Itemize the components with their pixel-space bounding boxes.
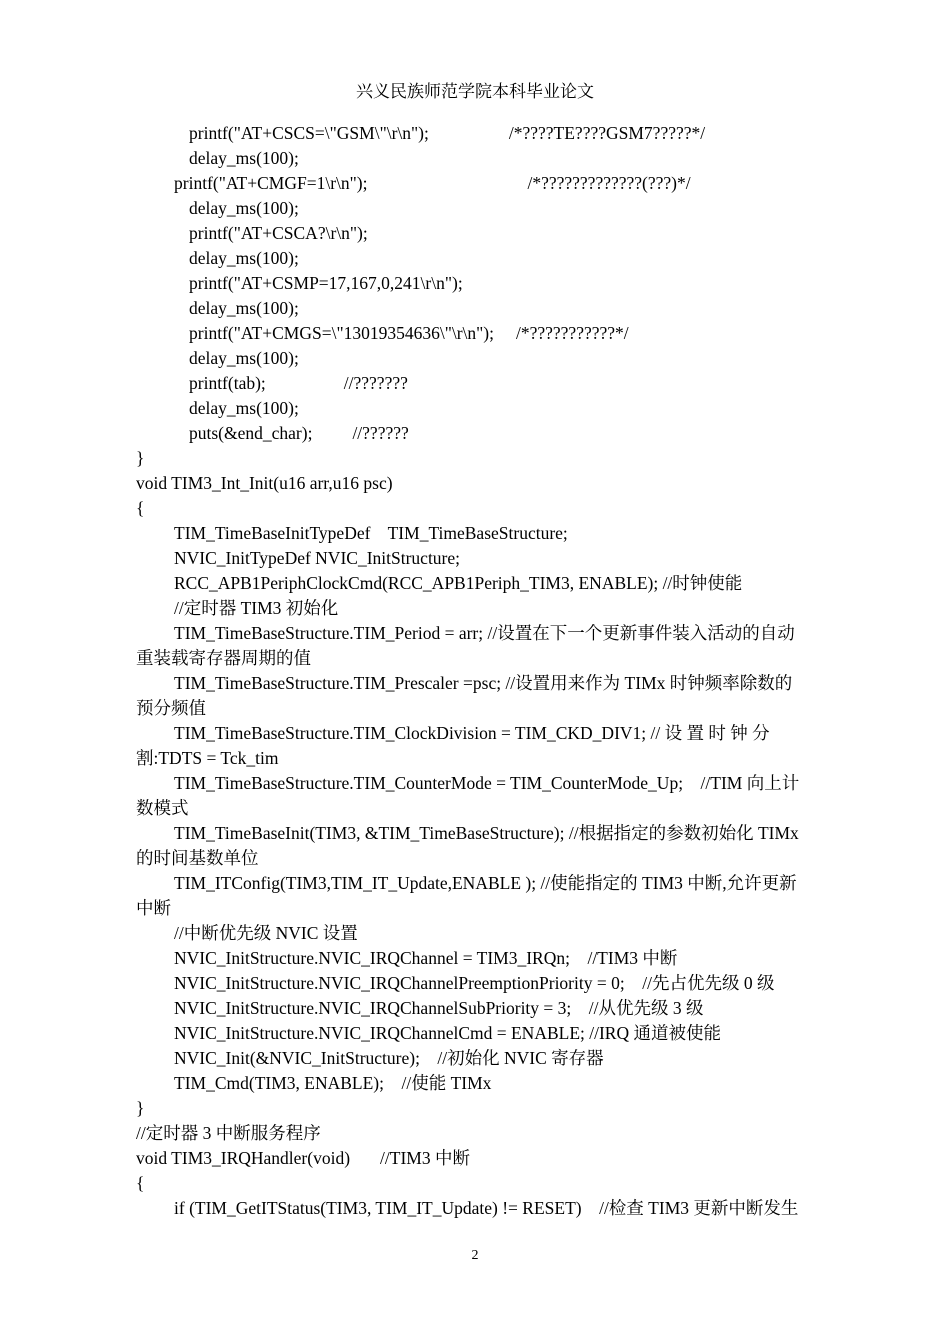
code-line: TIM_TimeBaseStructure.TIM_Prescaler =psc; //设置用来作为 TIMx 时钟频率除数的 (174, 673, 793, 693)
code-line: TIM_TimeBaseInitTypeDef TIM_TimeBaseStructure; (174, 523, 568, 543)
code-line: NVIC_InitStructure.NVIC_IRQChannelPreemptionPriority = 0; //先占优先级 0 级 (174, 973, 775, 993)
code-line: TIM_TimeBaseStructure.TIM_Period = arr; //设置在下一个更新事件装入活动的自动 (174, 623, 795, 643)
code-comment: /*????TE????GSM7?????*/ (508, 123, 706, 143)
code-line: } (136, 1098, 145, 1118)
code-line: { (136, 498, 145, 518)
code-line (136, 371, 860, 396)
code-line: TIM_Cmd(TIM3, ENABLE); //使能 TIMx (174, 1073, 492, 1093)
code-listing (136, 121, 860, 1221)
code-line: RCC_APB1PeriphClockCmd(RCC_APB1Periph_TIM3, ENABLE); //时钟使能 (174, 573, 743, 593)
code-line: NVIC_InitStructure.NVIC_IRQChannel = TIM3_IRQn; //TIM3 中断 (174, 948, 678, 968)
code-line: 重装载寄存器周期的值 (136, 648, 311, 668)
code-line: NVIC_InitTypeDef NVIC_InitStructure; (174, 548, 461, 568)
code-line: void TIM3_Int_Init(u16 arr,u16 psc) (136, 473, 393, 493)
code-comment: //TIM3 中断 (380, 1148, 470, 1168)
code-line: //定时器 TIM3 初始化 (174, 598, 339, 618)
code-line (136, 171, 860, 196)
code-line: delay_ms(100); (189, 248, 299, 268)
code-line: delay_ms(100); (189, 398, 299, 418)
code-line: 中断 (136, 898, 171, 918)
code-line: TIM_ITConfig(TIM3,TIM_IT_Update,ENABLE ); //使能指定的 TIM3 中断,允许更新 (174, 873, 797, 893)
code-line: printf("AT+CSMP=17,167,0,241\r\n"); (189, 273, 463, 293)
code-text: printf("AT+CMGS=\"13019354636\"\r\n"); (189, 323, 494, 343)
code-comment: /*???????????*/ (515, 323, 629, 343)
code-line: printf("AT+CSCA?\r\n"); (189, 223, 368, 243)
code-line: delay_ms(100); (189, 298, 299, 318)
code-comment: //??????? (343, 373, 408, 393)
code-line (136, 321, 860, 346)
code-text: printf("AT+CMGF=1\r\n"); (174, 173, 368, 193)
code-line: if (TIM_GetITStatus(TIM3, TIM_IT_Update) != RESET) //检查 TIM3 更新中断发生 (174, 1198, 799, 1218)
code-line: { (136, 1173, 145, 1193)
code-line: 预分频值 (136, 698, 206, 718)
page-number: 2 (471, 1248, 479, 1263)
code-line: } (136, 448, 145, 468)
code-text: puts(&end_char); (189, 423, 313, 443)
code-line: delay_ms(100); (189, 198, 299, 218)
code-line (136, 121, 860, 146)
code-line: TIM_TimeBaseStructure.TIM_CounterMode = TIM_CounterMode_Up; //TIM 向上计 (174, 773, 800, 793)
code-text: printf(tab); (189, 373, 266, 393)
code-line: //中断优先级 NVIC 设置 (174, 923, 358, 943)
code-line: delay_ms(100); (189, 148, 299, 168)
code-text: printf("AT+CSCS=\"GSM\"\r\n"); (189, 123, 429, 143)
code-line: NVIC_Init(&NVIC_InitStructure); //初始化 NVIC 寄存器 (174, 1048, 604, 1068)
code-line: delay_ms(100); (189, 348, 299, 368)
code-line: //定时器 3 中断服务程序 (136, 1123, 321, 1143)
page-header: 兴义民族师范学院本科毕业论文 (356, 82, 594, 101)
code-comment: //?????? (352, 423, 409, 443)
code-line: TIM_TimeBaseInit(TIM3, &TIM_TimeBaseStructure); //根据指定的参数初始化 TIMx (174, 823, 799, 843)
code-line: TIM_TimeBaseStructure.TIM_ClockDivision = TIM_CKD_DIV1; // 设 置 时 钟 分 (174, 723, 770, 743)
code-text: void TIM3_IRQHandler(void) (136, 1148, 351, 1168)
code-comment: /*?????????????(???)*/ (527, 173, 691, 193)
code-line: NVIC_InitStructure.NVIC_IRQChannelSubPriority = 3; //从优先级 3 级 (174, 998, 704, 1018)
code-line (136, 421, 860, 446)
code-line (136, 1146, 860, 1171)
code-line: 数模式 (136, 798, 189, 818)
code-line: 的时间基数单位 (136, 848, 259, 868)
code-line: NVIC_InitStructure.NVIC_IRQChannelCmd = ENABLE; //IRQ 通道被使能 (174, 1023, 721, 1043)
code-line: 割:TDTS = Tck_tim (136, 748, 279, 768)
